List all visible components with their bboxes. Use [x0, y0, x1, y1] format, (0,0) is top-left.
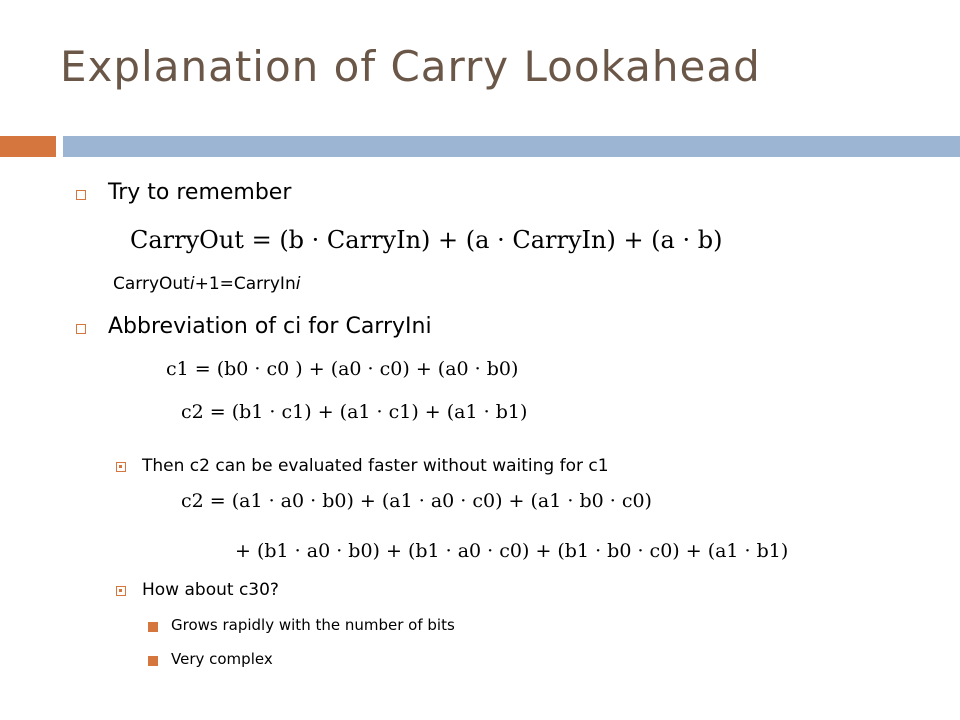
- bullet-square-icon: [76, 324, 86, 334]
- accent-bar-blue: [63, 136, 960, 157]
- equation-c1: c1 = (b0 · c0 ) + (a0 · c0) + (a0 · b0): [166, 358, 519, 380]
- bullet-filled-square-icon: [148, 622, 158, 632]
- bullet-square-dot-icon: [116, 462, 126, 472]
- bullet-square-dot-icon: [116, 586, 126, 596]
- bullet-how-about-c30: How about c30?: [142, 580, 279, 600]
- equation-c2: c2 = (b1 · c1) + (a1 · c1) + (a1 · b1): [181, 401, 528, 423]
- carryout-index-line: CarryOuti+1=CarryIni: [113, 274, 301, 294]
- slide-title: Explanation of Carry Lookahead: [60, 42, 761, 91]
- accent-bar-orange: [0, 136, 56, 157]
- bullet-very-complex: Very complex: [171, 650, 273, 668]
- bullet-filled-square-icon: [148, 656, 158, 666]
- bullet-abbreviation: Abbreviation of ci for CarryIni: [108, 314, 432, 339]
- equation-c2-expanded-line1: c2 = (a1 · a0 · b0) + (a1 · a0 · c0) + (a1 · b0 · c0): [181, 490, 652, 512]
- bullet-then-c2: Then c2 can be evaluated faster without waiting for c1: [142, 456, 609, 476]
- bullet-square-icon: [76, 190, 86, 200]
- bullet-grows-rapidly: Grows rapidly with the number of bits: [171, 616, 455, 634]
- bullet-try-remember: Try to remember: [108, 180, 292, 205]
- equation-c2-expanded-line2: + (b1 · a0 · b0) + (b1 · a0 · c0) + (b1 · b0 · c0) + (a1 · b1): [235, 540, 789, 562]
- equation-carryout: CarryOut = (b · CarryIn) + (a · CarryIn) + (a · b): [130, 226, 723, 254]
